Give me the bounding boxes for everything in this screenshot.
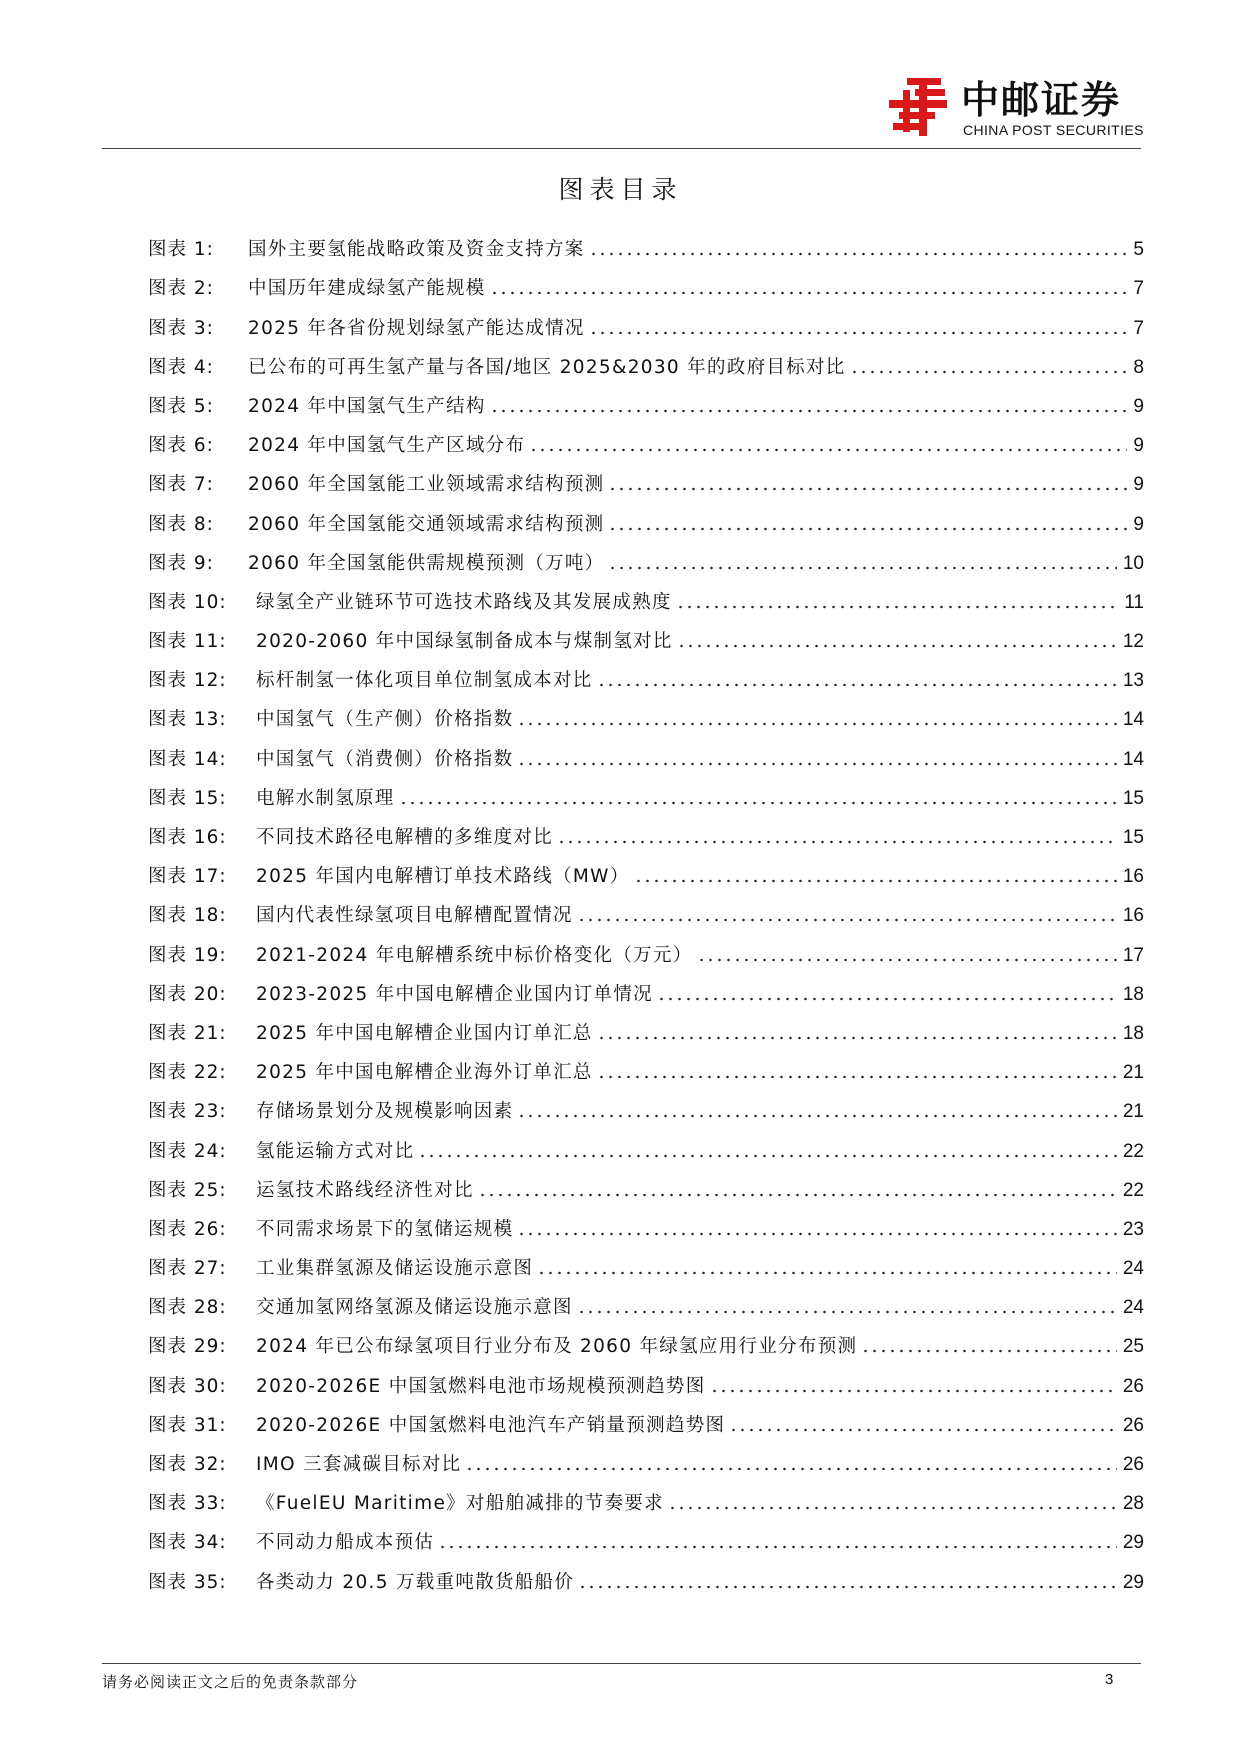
toc-entry-title: 2024 年中国氢气生产结构 xyxy=(248,395,486,417)
toc-dot-leader xyxy=(490,395,1128,413)
toc-entry[interactable] xyxy=(148,1437,1144,1476)
toc-entry[interactable] xyxy=(148,1241,1144,1280)
toc-entry[interactable] xyxy=(148,1398,1144,1437)
toc-entry-title: 2025 年国内电解槽订单技术路线（MW） xyxy=(256,866,630,888)
toc-entry-title: 交通加氢网络氢源及储运设施示意图 xyxy=(256,1297,573,1319)
toc-entry[interactable] xyxy=(148,731,1144,770)
toc-entry-page: 15 xyxy=(1122,787,1144,809)
toc-entry[interactable] xyxy=(148,1123,1144,1162)
toc-entry-title: 2060 年全国氢能供需规模预测（万吨） xyxy=(248,552,605,574)
toc-entry-page: 13 xyxy=(1122,670,1144,692)
footer-divider xyxy=(102,1663,1141,1664)
toc-entry[interactable] xyxy=(148,1006,1144,1045)
toc-entry-page: 8 xyxy=(1133,356,1144,378)
toc-entry-title: 工业集群氢源及储运设施示意图 xyxy=(256,1258,534,1280)
toc-entry-label: 图表 4: xyxy=(148,356,214,378)
toc-entry-page: 21 xyxy=(1122,1062,1144,1084)
toc-dot-leader xyxy=(517,708,1116,726)
toc-entry-label: 图表 28: xyxy=(148,1297,227,1319)
toc-entry[interactable] xyxy=(148,1280,1144,1319)
toc-entry[interactable] xyxy=(148,653,1144,692)
toc-entry[interactable] xyxy=(148,300,1144,339)
toc-entry-page: 12 xyxy=(1122,631,1144,653)
toc-entry-title: IMO 三套减碳目标对比 xyxy=(256,1454,462,1475)
toc-entry-title: 运氢技术路线经济性对比 xyxy=(256,1179,474,1201)
toc-entry-label: 图表 3: xyxy=(148,317,214,339)
toc-entry-page: 7 xyxy=(1133,278,1144,300)
toc-entry-label: 图表 11: xyxy=(148,631,227,653)
toc-entry-page: 9 xyxy=(1133,513,1144,535)
toc-entry-page: 28 xyxy=(1122,1493,1144,1515)
toc-entry[interactable] xyxy=(148,1476,1144,1515)
toc-dot-leader xyxy=(861,1335,1117,1353)
toc-entry[interactable] xyxy=(148,1045,1144,1084)
toc-entry-title: 各类动力 20.5 万载重吨散货船船价 xyxy=(256,1571,575,1593)
toc-entry-label: 图表 30: xyxy=(148,1375,227,1397)
toc-entry-title: 国外主要氢能战略政策及资金支持方案 xyxy=(248,239,585,261)
toc-dot-leader xyxy=(729,1414,1117,1432)
toc-dot-leader xyxy=(697,944,1117,962)
toc-entry-title: 2060 年全国氢能交通领域需求结构预测 xyxy=(248,513,605,535)
toc-dot-leader xyxy=(438,1531,1117,1549)
toc-entry-title: 2025 年中国电解槽企业国内订单汇总 xyxy=(256,1022,593,1044)
toc-entry-label: 图表 19: xyxy=(148,944,227,966)
toc-entry-page: 16 xyxy=(1122,866,1144,888)
toc-dot-leader xyxy=(850,356,1128,374)
toc-entry-label: 图表 14: xyxy=(148,748,227,770)
toc-entry-page: 15 xyxy=(1122,827,1144,848)
toc-entry-title: 2020-2026E 中国氢燃料电池市场规模预测趋势图 xyxy=(256,1375,706,1397)
toc-entry-label: 图表 21: xyxy=(148,1022,227,1044)
toc-entry-title: 不同动力船成本预估 xyxy=(256,1532,435,1554)
toc-entry-title: 绿氢全产业链环节可选技术路线及其发展成熟度 xyxy=(256,591,672,613)
toc-dot-leader xyxy=(578,1571,1117,1589)
toc-entry-label: 图表 22: xyxy=(148,1062,227,1084)
toc-entry-title: 2020-2060 年中国绿氢制备成本与煤制氢对比 xyxy=(256,631,673,653)
toc-dot-leader xyxy=(608,513,1127,531)
toc-entry[interactable] xyxy=(148,849,1144,888)
toc-entry-page: 26 xyxy=(1122,1454,1144,1475)
toc-dot-leader xyxy=(634,865,1117,883)
toc-entry-label: 图表 8: xyxy=(148,513,214,535)
toc-entry-title: 2024 年已公布绿氢项目行业分布及 2060 年绿氢应用行业分布预测 xyxy=(256,1336,858,1358)
toc-entry-label: 图表 31: xyxy=(148,1414,227,1436)
toc-entry-label: 图表 9: xyxy=(148,552,214,574)
toc-entry-page: 18 xyxy=(1122,1022,1144,1044)
header-divider xyxy=(102,148,1141,149)
toc-entry-label: 图表 10: xyxy=(148,591,227,613)
toc-entry-page: 22 xyxy=(1122,1140,1144,1162)
toc-entry[interactable] xyxy=(148,1084,1144,1123)
toc-entry-title: 中国历年建成绿氢产能规模 xyxy=(248,278,486,300)
toc-list xyxy=(148,222,1144,1594)
toc-entry[interactable] xyxy=(148,967,1144,1006)
toc-dot-leader xyxy=(608,552,1116,570)
toc-entry-label: 图表 35: xyxy=(148,1571,227,1593)
toc-entry-label: 图表 17: xyxy=(148,866,227,888)
toc-dot-leader xyxy=(418,1140,1116,1158)
toc-entry-page: 29 xyxy=(1122,1532,1144,1554)
toc-dot-leader xyxy=(557,826,1117,844)
toc-entry[interactable] xyxy=(148,1515,1144,1554)
toc-entry-title: 标杆制氢一体化项目单位制氢成本对比 xyxy=(256,670,593,692)
toc-dot-leader xyxy=(657,983,1117,1001)
toc-entry[interactable] xyxy=(148,771,1144,810)
toc-entry[interactable] xyxy=(148,261,1144,300)
toc-entry-title: 不同需求场景下的氢储运规模 xyxy=(256,1218,514,1240)
toc-entry-label: 图表 20: xyxy=(148,983,227,1005)
toc-entry-page: 7 xyxy=(1133,317,1144,339)
toc-entry-title: 2060 年全国氢能工业领域需求结构预测 xyxy=(248,474,605,496)
toc-entry-label: 图表 27: xyxy=(148,1258,227,1280)
toc-dot-leader xyxy=(589,238,1128,256)
footer-disclaimer: 请务必阅读正文之后的免责条款部分 xyxy=(102,1673,359,1691)
toc-dot-leader xyxy=(597,669,1117,687)
toc-entry-label: 图表 16: xyxy=(148,827,227,848)
toc-title: 图表目录 xyxy=(558,175,683,204)
toc-entry[interactable] xyxy=(148,222,1144,261)
toc-entry-title: 2023-2025 年中国电解槽企业国内订单情况 xyxy=(256,983,653,1005)
toc-entry-label: 图表 23: xyxy=(148,1101,227,1123)
toc-entry-page: 22 xyxy=(1122,1179,1144,1201)
toc-dot-leader xyxy=(465,1453,1116,1471)
toc-entry-page: 23 xyxy=(1122,1218,1144,1240)
toc-dot-leader xyxy=(517,748,1116,766)
toc-entry[interactable] xyxy=(148,379,1144,418)
toc-dot-leader xyxy=(676,591,1118,609)
toc-entry-label: 图表 25: xyxy=(148,1179,227,1201)
toc-entry[interactable] xyxy=(148,340,1144,379)
toc-entry[interactable] xyxy=(148,888,1144,927)
toc-dot-leader xyxy=(577,1296,1117,1314)
toc-entry-label: 图表 32: xyxy=(148,1454,227,1475)
toc-entry-title: 2021-2024 年电解槽系统中标价格变化（万元） xyxy=(256,944,693,966)
toc-entry-label: 图表 2: xyxy=(148,278,214,300)
toc-dot-leader xyxy=(517,1100,1116,1118)
toc-entry-title: 电解水制氢原理 xyxy=(256,787,395,809)
toc-dot-leader xyxy=(710,1375,1117,1393)
toc-entry[interactable] xyxy=(148,692,1144,731)
toc-entry-label: 图表 29: xyxy=(148,1336,227,1358)
toc-entry-page: 9 xyxy=(1133,395,1144,417)
toc-entry[interactable] xyxy=(148,1202,1144,1241)
toc-entry[interactable] xyxy=(148,418,1144,457)
toc-entry-title: 不同技术路径电解槽的多维度对比 xyxy=(256,827,554,848)
toc-entry-title: 《FuelEU Maritime》对船舶减排的节奏要求 xyxy=(256,1493,664,1515)
logo-chinese-name: 中邮证券 xyxy=(961,78,1122,122)
toc-entry-title: 2025 年各省份规划绿氢产能达成情况 xyxy=(248,317,585,339)
toc-entry-page: 26 xyxy=(1122,1414,1144,1436)
logo-english-name: CHINA POST SECURITIES xyxy=(963,122,1144,138)
toc-entry-page: 24 xyxy=(1122,1258,1144,1280)
toc-entry-title: 氢能运输方式对比 xyxy=(256,1140,415,1162)
toc-entry-page: 26 xyxy=(1122,1375,1144,1397)
toc-entry[interactable] xyxy=(148,575,1144,614)
toc-entry-page: 9 xyxy=(1133,474,1144,496)
toc-dot-leader xyxy=(577,904,1117,922)
toc-entry[interactable] xyxy=(148,1554,1144,1593)
toc-entry-label: 图表 12: xyxy=(148,670,227,692)
toc-entry-title: 2020-2026E 中国氢燃料电池汽车产销量预测趋势图 xyxy=(256,1414,726,1436)
toc-entry-label: 图表 13: xyxy=(148,709,227,731)
toc-dot-leader xyxy=(537,1257,1117,1275)
toc-entry-page: 14 xyxy=(1122,709,1144,731)
toc-entry-title: 国内代表性绿氢项目电解槽配置情况 xyxy=(256,905,573,927)
toc-entry[interactable] xyxy=(148,810,1144,849)
toc-entry[interactable] xyxy=(148,496,1144,535)
toc-entry[interactable] xyxy=(148,614,1144,653)
toc-entry-page: 11 xyxy=(1124,591,1144,613)
toc-entry-page: 24 xyxy=(1122,1297,1144,1319)
toc-entry-title: 已公布的可再生氢产量与各国/地区 2025&2030 年的政府目标对比 xyxy=(248,356,846,378)
toc-dot-leader xyxy=(478,1179,1117,1197)
toc-entry-page: 21 xyxy=(1122,1101,1144,1123)
toc-entry[interactable] xyxy=(148,1163,1144,1202)
toc-entry-label: 图表 33: xyxy=(148,1493,227,1515)
toc-dot-leader xyxy=(608,473,1127,491)
toc-entry-page: 10 xyxy=(1122,552,1144,574)
toc-entry[interactable] xyxy=(148,1358,1144,1397)
toc-dot-leader xyxy=(597,1061,1117,1079)
toc-entry-title: 存储场景划分及规模影响因素 xyxy=(256,1101,514,1123)
toc-entry-title: 中国氢气（消费侧）价格指数 xyxy=(256,748,514,770)
toc-entry-label: 图表 7: xyxy=(148,474,214,496)
toc-entry-label: 图表 34: xyxy=(148,1532,227,1554)
toc-entry-page: 14 xyxy=(1122,748,1144,770)
toc-entry[interactable] xyxy=(148,1319,1144,1358)
toc-entry-page: 17 xyxy=(1122,944,1144,966)
toc-entry-label: 图表 5: xyxy=(148,395,214,417)
toc-entry-label: 图表 26: xyxy=(148,1218,227,1240)
toc-entry-label: 图表 15: xyxy=(148,787,227,809)
toc-dot-leader xyxy=(399,787,1117,805)
toc-entry-page: 5 xyxy=(1133,239,1144,261)
toc-entry-title: 2024 年中国氢气生产区域分布 xyxy=(248,435,526,457)
china-post-logo-icon xyxy=(885,74,951,140)
toc-entry-page: 18 xyxy=(1122,983,1144,1005)
toc-entry-title: 中国氢气（生产侧）价格指数 xyxy=(256,709,514,731)
toc-dot-leader xyxy=(490,277,1128,295)
toc-dot-leader xyxy=(589,317,1128,335)
toc-dot-leader xyxy=(529,434,1127,452)
toc-entry-label: 图表 18: xyxy=(148,905,227,927)
toc-dot-leader xyxy=(517,1218,1116,1236)
toc-entry[interactable] xyxy=(148,457,1144,496)
toc-entry-page: 9 xyxy=(1133,435,1144,457)
toc-entry[interactable] xyxy=(148,927,1144,966)
toc-entry[interactable] xyxy=(148,536,1144,575)
toc-entry-label: 图表 1: xyxy=(148,239,214,261)
toc-dot-leader xyxy=(668,1492,1117,1510)
company-logo xyxy=(885,74,1145,142)
toc-entry-page: 25 xyxy=(1122,1336,1144,1358)
toc-dot-leader xyxy=(597,1022,1117,1040)
toc-entry-label: 图表 6: xyxy=(148,435,214,457)
toc-entry-page: 29 xyxy=(1122,1571,1144,1593)
footer-page-number: 3 xyxy=(1105,1671,1114,1688)
toc-dot-leader xyxy=(677,630,1117,648)
toc-entry-page: 16 xyxy=(1122,905,1144,927)
toc-entry-title: 2025 年中国电解槽企业海外订单汇总 xyxy=(256,1062,593,1084)
toc-entry-label: 图表 24: xyxy=(148,1140,227,1162)
